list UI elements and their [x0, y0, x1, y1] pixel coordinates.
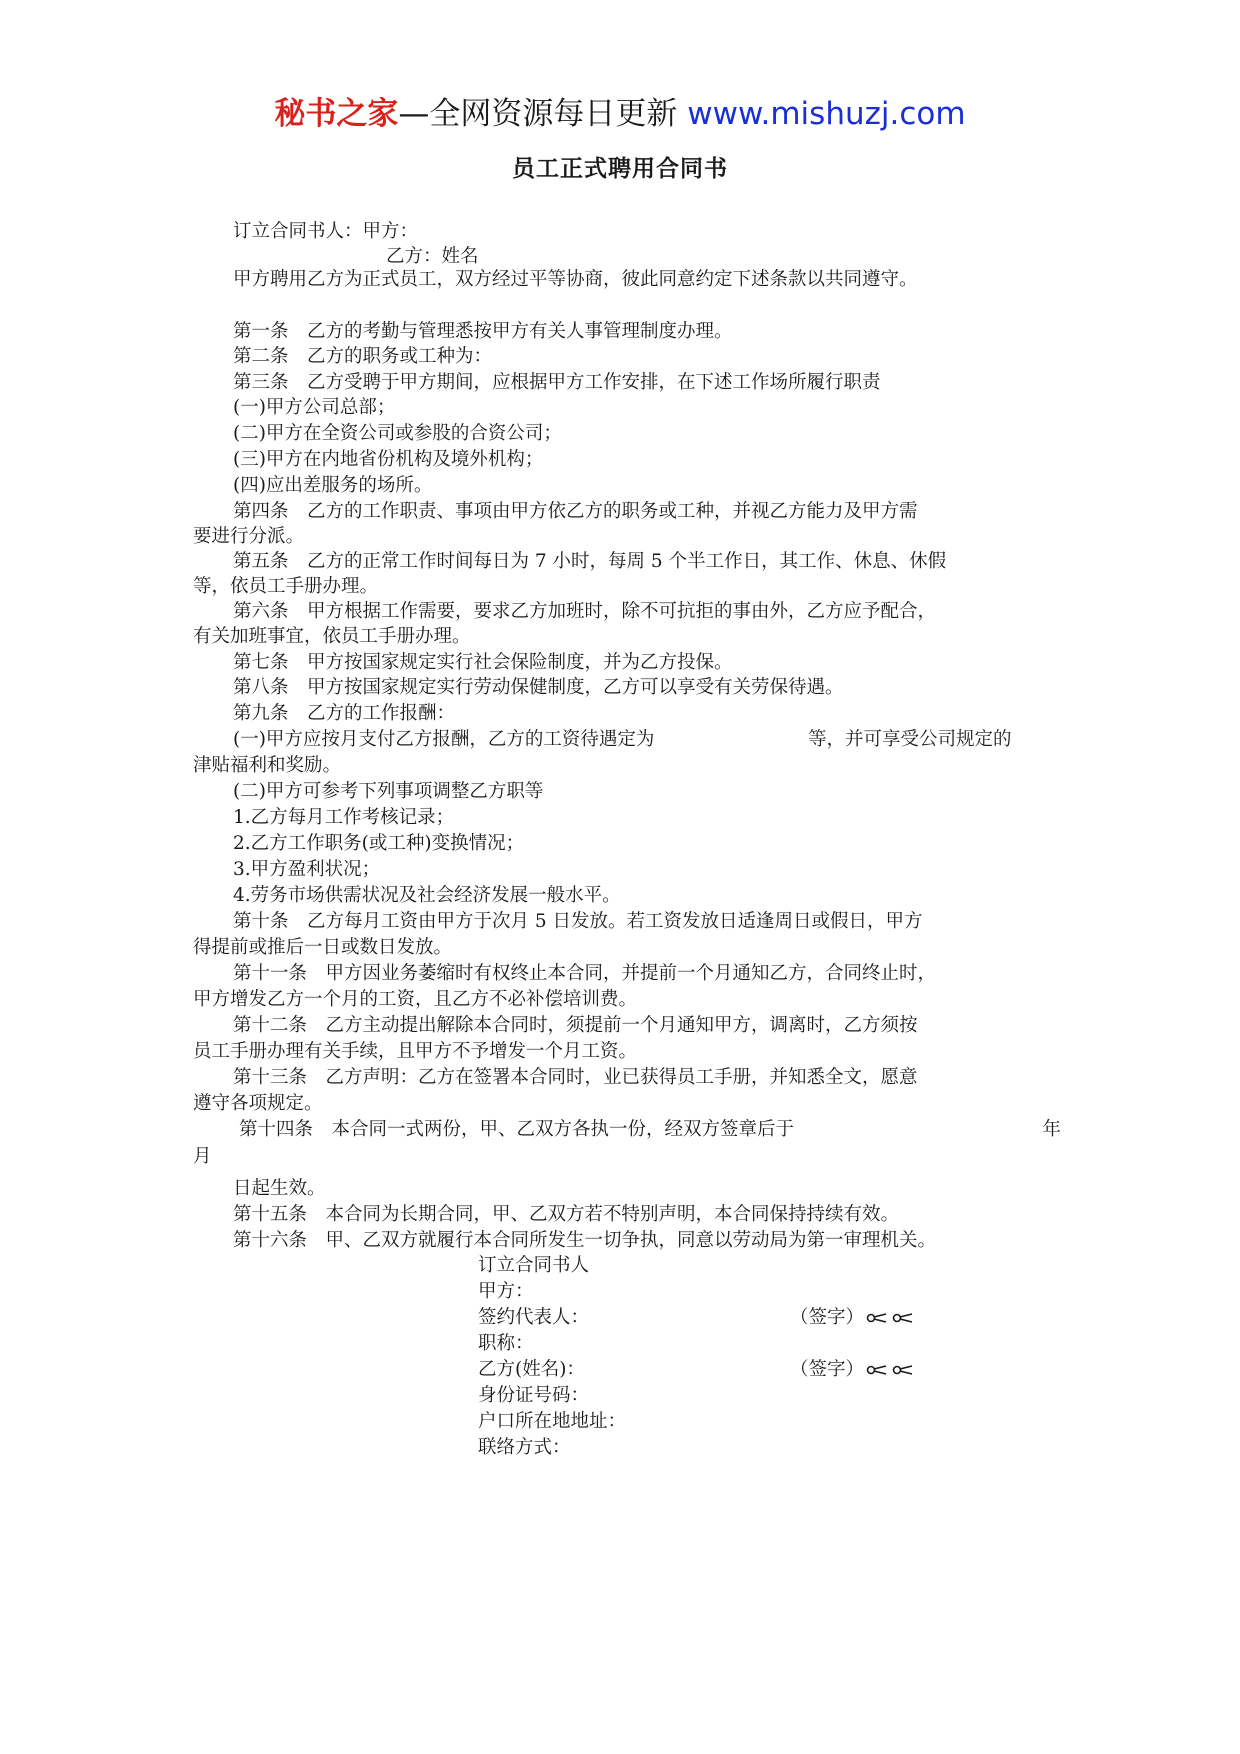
clause-7: 第七条 甲方按国家规定实行社会保险制度，并为乙方投保。: [233, 652, 733, 673]
banner-brand: 秘书之家: [274, 96, 399, 132]
clause-4-line-2: 要进行分派。: [193, 526, 305, 547]
clause-2: 第二条 乙方的职务或工种为：: [233, 346, 493, 367]
clause-13-line-1: 第十三条 乙方声明：乙方在签署本合同时，业已获得员工手册，并知悉全文，愿意: [233, 1067, 918, 1088]
clause-11-line-1: 第十一条 甲方因业务萎缩时有权终止本合同，并提前一个月通知乙方，合同终止时，: [233, 963, 937, 984]
document-title: 员工正式聘用合同书: [512, 156, 728, 182]
clause-9: 第九条 乙方的工作报酬：: [233, 703, 456, 724]
banner-url-link[interactable]: www.mishuzj.com: [687, 96, 966, 132]
clause-12-line-2: 员工手册办理有关手续，且甲方不予增发一个月工资。: [193, 1041, 638, 1062]
clause-13-line-2: 遵守各项规定。: [193, 1093, 323, 1114]
clause-9-item-2: (二)甲方可参考下列事项调整乙方职等: [233, 781, 544, 802]
clause-14-left: 第十四条 本合同一式两份，甲、乙双方各执一份，经双方签章后于: [239, 1119, 795, 1140]
signature-contact: 联络方式：: [478, 1437, 571, 1458]
signers-label: 订立合同书人：甲方：: [233, 221, 419, 242]
clause-5-line-2: 等，依员工手册办理。: [193, 576, 379, 597]
clause-3: 第三条 乙方受聘于甲方期间，应根据甲方工作安排，在下述工作场所履行职责: [233, 372, 881, 393]
clause-3-item-2: (二)甲方在全资公司或参股的合资公司；: [233, 423, 562, 444]
clause-9-item-2-1: 1.乙方每月工作考核记录；: [233, 807, 455, 828]
clause-8: 第八条 甲方按国家规定实行劳动保健制度，乙方可以享受有关劳保待遇。: [233, 677, 844, 698]
clause-11-line-2: 甲方增发乙方一个月的工资，且乙方不必补偿培训费。: [193, 989, 638, 1010]
signature-household-address: 户口所在地地址：: [478, 1411, 627, 1432]
clause-9-item-1-line-1: [233, 728, 1053, 752]
sign-label-1: （签字）: [790, 1307, 865, 1328]
clause-3-item-1: (一)甲方公司总部；: [233, 397, 396, 418]
clause-14-line-1: [239, 1118, 1061, 1142]
signature-representative: 签约代表人：: [478, 1307, 590, 1328]
signature-sign-1: [790, 1306, 918, 1330]
signature-party-a: 甲方：: [478, 1281, 534, 1302]
scissors-glyph-icon: [866, 1363, 918, 1377]
clause-12-line-1: 第十二条 乙方主动提出解除本合同时，须提前一个月通知甲方，调离时，乙方须按: [233, 1015, 918, 1036]
banner-tagline: —全网资源每日更新: [398, 96, 678, 132]
clause-9-item-1-left: (一)甲方应按月支付乙方报酬，乙方的工资待遇定为: [233, 729, 655, 750]
clause-9-item-2-2: 2.乙方工作职务(或工种)变换情况；: [233, 833, 525, 854]
clause-9-item-2-4: 4.劳务市场供需状况及社会经济发展一般水平。: [233, 885, 621, 906]
clause-9-item-2-3: 3.甲方盈利状况；: [233, 859, 381, 880]
signature-job-title: 职称：: [478, 1333, 534, 1354]
clause-6-line-2: 有关加班事宜，依员工手册办理。: [193, 626, 471, 647]
clause-14-year: 年: [1042, 1119, 1061, 1140]
sign-label-2: （签字）: [790, 1359, 865, 1380]
clause-3-item-3: (三)甲方在内地省份机构及境外机构；: [233, 449, 544, 470]
clause-15: 第十五条 本合同为长期合同，甲、乙双方若不特别声明，本合同保持持续有效。: [233, 1204, 900, 1225]
clause-9-item-1-line-2: 津贴福利和奖励。: [193, 755, 342, 776]
clause-10-line-1: 第十条 乙方每月工资由甲方于次月 5 日发放。若工资发放日适逢周日或假日，甲方: [233, 911, 923, 932]
signature-header: 订立合同书人: [478, 1255, 590, 1276]
clause-5-line-1: 第五条 乙方的正常工作时间每日为 7 小时，每周 5 个半工作日，其工作、休息、休假: [233, 551, 947, 572]
clause-1: 第一条 乙方的考勤与管理悉按甲方有关人事管理制度办理。: [233, 321, 733, 342]
clause-10-line-2: 得提前或推后一日或数日发放。: [193, 937, 453, 958]
scissors-glyph-icon: [866, 1311, 918, 1325]
signature-sign-2: [790, 1358, 918, 1382]
party-b-label: 乙方：姓名: [386, 246, 479, 267]
clause-14-month: 月: [193, 1146, 212, 1167]
preamble: 甲方聘用乙方为正式员工，双方经过平等协商，彼此同意约定下述条款以共同遵守。: [233, 269, 918, 290]
clause-6-line-1: 第六条 甲方根据工作需要，要求乙方加班时，除不可抗拒的事由外，乙方应予配合，: [233, 601, 937, 622]
signature-id-number: 身份证号码：: [478, 1385, 590, 1406]
signature-party-b-name: 乙方(姓名)：: [478, 1359, 585, 1380]
clause-14-day: 日起生效。: [233, 1178, 326, 1199]
clause-3-item-4: (四)应出差服务的场所。: [233, 475, 433, 496]
clause-4-line-1: 第四条 乙方的工作职责、事项由甲方依乙方的职务或工种，并视乙方能力及甲方需: [233, 501, 918, 522]
site-banner: [0, 88, 1240, 133]
clause-16: 第十六条 甲、乙双方就履行本合同所发生一切争执，同意以劳动局为第一审理机关。: [233, 1230, 937, 1251]
clause-9-item-1-right: 等，并可享受公司规定的: [808, 729, 1012, 750]
